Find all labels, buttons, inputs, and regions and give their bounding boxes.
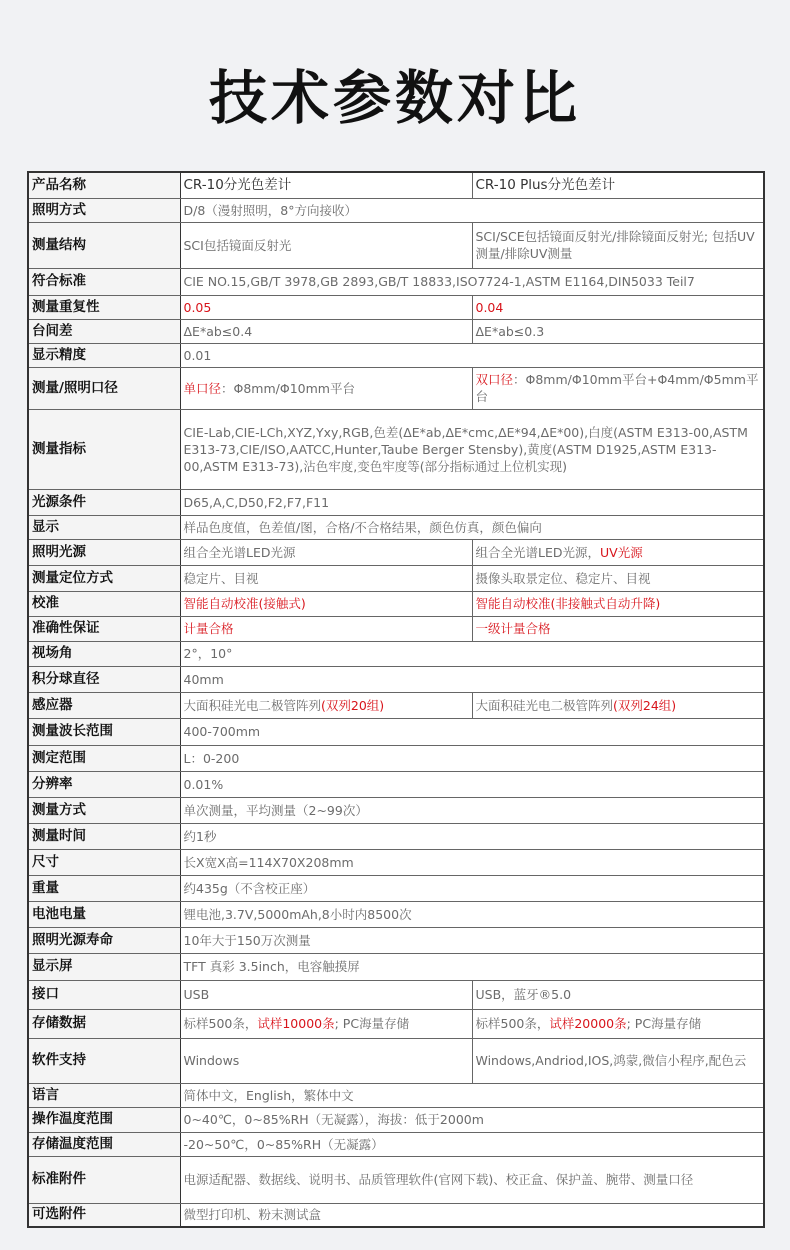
spec-row bbox=[28, 591, 764, 616]
spec-label: 软件支持 bbox=[28, 1038, 180, 1083]
value-text: 0~40℃，0~85%RH（无凝露），海拔：低于2000m bbox=[183, 1112, 484, 1127]
spec-row bbox=[28, 515, 764, 539]
spec-label: 存储温度范围 bbox=[28, 1132, 180, 1156]
spec-label: 照明光源 bbox=[28, 539, 180, 565]
highlight-text: 智能自动校准(非接触式自动升降) bbox=[475, 596, 661, 611]
spec-value-cr10 bbox=[180, 295, 472, 319]
spec-value-cr10-plus bbox=[472, 980, 764, 1009]
spec-label: 测量结构 bbox=[28, 222, 180, 268]
spec-value-cr10-plus bbox=[472, 565, 764, 591]
highlight-text: (双列20组) bbox=[321, 697, 385, 713]
spec-row bbox=[28, 172, 764, 198]
spec-label: 操作温度范围 bbox=[28, 1107, 180, 1132]
spec-value-shared bbox=[180, 901, 764, 927]
highlight-text: 一级计量合格 bbox=[475, 621, 551, 636]
spec-label: 显示屏 bbox=[28, 953, 180, 980]
spec-row bbox=[28, 927, 764, 953]
spec-label: 符合标准 bbox=[28, 268, 180, 295]
spec-row bbox=[28, 319, 764, 343]
spec-row bbox=[28, 875, 764, 901]
spec-value-cr10-plus bbox=[472, 539, 764, 565]
spec-value-shared bbox=[180, 198, 764, 222]
value-text: 标样500条， bbox=[183, 1016, 258, 1031]
spec-label: 测量波长范围 bbox=[28, 718, 180, 745]
spec-value-shared bbox=[180, 718, 764, 745]
spec-value-cr10-plus bbox=[472, 692, 764, 718]
spec-row bbox=[28, 771, 764, 797]
value-text: 长X宽X高=114X70X208mm bbox=[183, 854, 354, 870]
highlight-text: 0.05 bbox=[183, 299, 212, 315]
spec-value-shared bbox=[180, 409, 764, 489]
spec-label: 测量指标 bbox=[28, 409, 180, 489]
page-title: 技术参数对比 bbox=[208, 64, 581, 132]
value-text: 稳定片、目视 bbox=[183, 570, 259, 586]
value-text: ; PC海量存储 bbox=[626, 1016, 702, 1031]
value-text: 微型打印机、粉末测试盒 bbox=[183, 1207, 322, 1223]
spec-row bbox=[28, 849, 764, 875]
spec-row bbox=[28, 823, 764, 849]
value-text: 组合全光谱LED光源 bbox=[183, 544, 296, 560]
spec-label: 照明方式 bbox=[28, 198, 180, 222]
value-text: CIE NO.15,GB/T 3978,GB 2893,GB/T 18833,ISO7724-1,ASTM E1164,DIN5033 Teil7 bbox=[183, 274, 695, 289]
spec-row bbox=[28, 222, 764, 268]
spec-value-shared bbox=[180, 953, 764, 980]
spec-value-shared bbox=[180, 1083, 764, 1107]
spec-label: 测量时间 bbox=[28, 823, 180, 849]
spec-value-shared bbox=[180, 641, 764, 666]
spec-row bbox=[28, 953, 764, 980]
value-text: 0.01% bbox=[183, 776, 224, 792]
spec-label: 测量/照明口径 bbox=[28, 367, 180, 409]
spec-value-cr10 bbox=[180, 319, 472, 343]
value-text: 组合全光谱LED光源， bbox=[475, 544, 600, 560]
spec-label: 测量方式 bbox=[28, 797, 180, 823]
value-text: ΔE*ab≤0.3 bbox=[475, 323, 545, 339]
spec-label: 视场角 bbox=[28, 641, 180, 666]
spec-row bbox=[28, 666, 764, 692]
spec-value-shared bbox=[180, 489, 764, 515]
highlight-text: 试样10000条 bbox=[257, 1016, 335, 1031]
value-text: ; PC海量存储 bbox=[334, 1016, 410, 1031]
spec-value-cr10 bbox=[180, 616, 472, 641]
value-text: USB，蓝牙®5.0 bbox=[475, 987, 572, 1002]
spec-row bbox=[28, 295, 764, 319]
spec-row bbox=[28, 692, 764, 718]
spec-value-shared bbox=[180, 343, 764, 367]
spec-value-cr10-plus bbox=[472, 319, 764, 343]
spec-row bbox=[28, 198, 764, 222]
value-text: D65,A,C,D50,F2,F7,F11 bbox=[183, 494, 330, 510]
spec-row bbox=[28, 343, 764, 367]
spec-label: 标准附件 bbox=[28, 1156, 180, 1203]
value-text: USB bbox=[183, 987, 210, 1002]
spec-label: 显示 bbox=[28, 515, 180, 539]
spec-row bbox=[28, 616, 764, 641]
value-text: ：Φ8mm/Φ10mm平台+Φ4mm/Φ5mm平台 bbox=[475, 372, 759, 404]
spec-value-cr10-plus bbox=[472, 222, 764, 268]
value-text: 2°，10° bbox=[183, 646, 233, 661]
spec-label: 分辨率 bbox=[28, 771, 180, 797]
spec-label: 电池电量 bbox=[28, 901, 180, 927]
spec-label: 重量 bbox=[28, 875, 180, 901]
spec-row bbox=[28, 268, 764, 295]
value-text: ：Φ8mm/Φ10mm平台 bbox=[221, 380, 355, 396]
value-text: 约1秒 bbox=[183, 828, 217, 844]
spec-value-cr10 bbox=[180, 222, 472, 268]
spec-value-shared bbox=[180, 745, 764, 771]
spec-label: 尺寸 bbox=[28, 849, 180, 875]
spec-value-shared bbox=[180, 927, 764, 953]
value-text: 简体中文，English，繁体中文 bbox=[183, 1087, 354, 1103]
spec-value-shared bbox=[180, 1132, 764, 1156]
spec-value-shared bbox=[180, 797, 764, 823]
spec-value-cr10-plus bbox=[472, 1009, 764, 1038]
spec-value-cr10 bbox=[180, 539, 472, 565]
spec-label: 产品名称 bbox=[28, 172, 180, 198]
value-text: -20~50℃，0~85%RH（无凝露） bbox=[183, 1136, 384, 1152]
spec-row bbox=[28, 1132, 764, 1156]
spec-label: 存储数据 bbox=[28, 1009, 180, 1038]
spec-label: 测量定位方式 bbox=[28, 565, 180, 591]
spec-row bbox=[28, 745, 764, 771]
value-text: 大面积硅光电二极管阵列 bbox=[475, 697, 614, 713]
spec-row bbox=[28, 409, 764, 489]
spec-value-cr10 bbox=[180, 172, 472, 198]
value-text: Windows,Andriod,IOS,鸿蒙,微信小程序,配色云 bbox=[475, 1053, 747, 1068]
spec-row bbox=[28, 367, 764, 409]
spec-row bbox=[28, 797, 764, 823]
spec-row bbox=[28, 718, 764, 745]
spec-value-shared bbox=[180, 771, 764, 797]
value-text: 电源适配器、数据线、说明书、品质管理软件(官网下载)、校正盒、保护盖、腕带、测量口径 bbox=[183, 1172, 694, 1187]
spec-label: 光源条件 bbox=[28, 489, 180, 515]
spec-label: 测量重复性 bbox=[28, 295, 180, 319]
value-text: 400-700mm bbox=[183, 724, 261, 739]
spec-row bbox=[28, 1107, 764, 1132]
spec-label: 显示精度 bbox=[28, 343, 180, 367]
spec-value-cr10 bbox=[180, 980, 472, 1009]
spec-value-shared bbox=[180, 515, 764, 539]
spec-value-shared bbox=[180, 666, 764, 692]
spec-row bbox=[28, 980, 764, 1009]
highlight-text: UV光源 bbox=[600, 544, 643, 560]
spec-value-cr10-plus bbox=[472, 295, 764, 319]
spec-value-shared bbox=[180, 1156, 764, 1203]
spec-label: 语言 bbox=[28, 1083, 180, 1107]
spec-value-shared bbox=[180, 823, 764, 849]
spec-value-cr10-plus bbox=[472, 591, 764, 616]
highlight-text: 单口径 bbox=[183, 380, 222, 396]
value-text: 单次测量，平均测量（2~99次） bbox=[183, 802, 368, 818]
spec-label: 测定范围 bbox=[28, 745, 180, 771]
value-text: CR-10 Plus分光色差计 bbox=[475, 176, 616, 193]
spec-value-shared bbox=[180, 1107, 764, 1132]
spec-value-shared bbox=[180, 268, 764, 295]
spec-row bbox=[28, 1203, 764, 1227]
spec-value-cr10 bbox=[180, 565, 472, 591]
spec-row bbox=[28, 1009, 764, 1038]
spec-value-shared bbox=[180, 849, 764, 875]
spec-row bbox=[28, 1156, 764, 1203]
spec-row bbox=[28, 565, 764, 591]
spec-row bbox=[28, 1083, 764, 1107]
value-text: L：0-200 bbox=[183, 750, 240, 766]
value-text: 40mm bbox=[183, 671, 224, 687]
spec-value-cr10 bbox=[180, 1038, 472, 1083]
spec-label: 接口 bbox=[28, 980, 180, 1009]
value-text: 0.01 bbox=[183, 347, 212, 363]
value-text: D/8（漫射照明，8°方向接收） bbox=[183, 202, 357, 218]
value-text: TFT 真彩 3.5inch，电容触摸屏 bbox=[183, 959, 360, 974]
spec-row bbox=[28, 539, 764, 565]
value-text: ΔE*ab≤0.4 bbox=[183, 323, 253, 339]
spec-label: 台间差 bbox=[28, 319, 180, 343]
highlight-text: 计量合格 bbox=[183, 621, 234, 636]
spec-row bbox=[28, 1038, 764, 1083]
highlight-text: 双口径 bbox=[475, 372, 514, 387]
value-text: SCI包括镜面反射光 bbox=[183, 237, 292, 253]
highlight-text: 智能自动校准(接触式) bbox=[183, 596, 306, 611]
spec-value-cr10 bbox=[180, 367, 472, 409]
spec-value-shared bbox=[180, 1203, 764, 1227]
value-text: 锂电池,3.7V,5000mAh,8小时内8500次 bbox=[183, 906, 412, 922]
spec-label: 准确性保证 bbox=[28, 616, 180, 641]
value-text: 10年大于150万次测量 bbox=[183, 932, 311, 948]
spec-value-cr10-plus bbox=[472, 1038, 764, 1083]
spec-value-cr10 bbox=[180, 591, 472, 616]
value-text: 标样500条， bbox=[475, 1016, 550, 1031]
value-text: Windows bbox=[183, 1053, 240, 1068]
value-text: CIE-Lab,CIE-LCh,XYZ,Yxy,RGB,色差(ΔE*ab,ΔE*cmc,ΔE*94,ΔE*00),白度(ASTM E313-00,ASTM E313-73,CIE/ISO,AATCC,Hunter,Taube Berger Stensby),黄度(ASTM D1925,ASTM E313-00,ASTM E313-73),沾色牢度,变色牢度等(部分指标通过上位机实现) bbox=[183, 424, 748, 474]
value-text: CR-10分光色差计 bbox=[183, 176, 292, 193]
highlight-text: (双列24组) bbox=[613, 697, 677, 713]
value-text: 样品色度值，色差值/图，合格/不合格结果，颜色仿真，颜色偏向 bbox=[183, 519, 542, 535]
highlight-text: 0.04 bbox=[475, 299, 504, 315]
spec-value-cr10-plus bbox=[472, 616, 764, 641]
spec-row bbox=[28, 901, 764, 927]
value-text: 大面积硅光电二极管阵列 bbox=[183, 697, 322, 713]
spec-value-cr10-plus bbox=[472, 172, 764, 198]
value-text: 摄像头取景定位、稳定片、目视 bbox=[475, 570, 651, 586]
spec-label: 照明光源寿命 bbox=[28, 927, 180, 953]
spec-label: 可选附件 bbox=[28, 1203, 180, 1227]
spec-label: 校准 bbox=[28, 591, 180, 616]
spec-value-cr10 bbox=[180, 692, 472, 718]
spec-comparison-table bbox=[27, 171, 765, 1228]
spec-row bbox=[28, 641, 764, 666]
spec-label: 积分球直径 bbox=[28, 666, 180, 692]
spec-value-cr10-plus bbox=[472, 367, 764, 409]
spec-value-cr10 bbox=[180, 1009, 472, 1038]
spec-value-shared bbox=[180, 875, 764, 901]
value-text: SCI/SCE包括镜面反射光/排除镜面反射光; 包括UV测量/排除UV测量 bbox=[475, 229, 755, 261]
value-text: 约435g（不含校正座） bbox=[183, 880, 316, 896]
spec-row bbox=[28, 489, 764, 515]
spec-label: 感应器 bbox=[28, 692, 180, 718]
highlight-text: 试样20000条 bbox=[549, 1016, 627, 1031]
